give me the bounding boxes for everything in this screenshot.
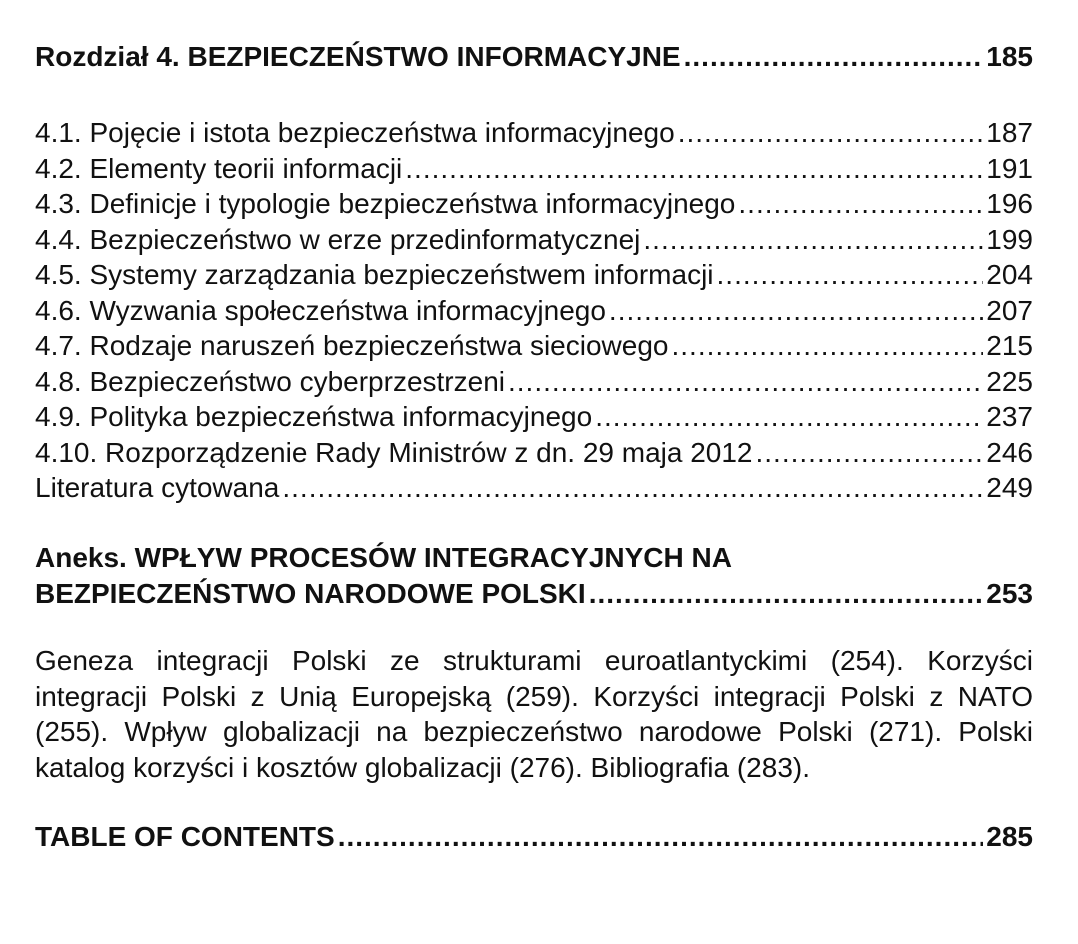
dot-leader — [609, 293, 983, 329]
toc-entry-page: 196 — [986, 188, 1033, 219]
table-of-contents-heading — [35, 819, 1033, 855]
dot-leader — [684, 38, 984, 75]
toc-entry-title: 4.3. Definicje i typologie bezpieczeństwa informacyjnego — [35, 188, 736, 219]
section-list — [35, 115, 1033, 506]
table-of-contents-title: TABLE OF CONTENTS — [35, 821, 335, 852]
toc-entry — [35, 222, 1033, 258]
dot-leader — [756, 435, 984, 471]
toc-entry-title: 4.10. Rozporządzenie Rady Ministrów z dn. 29 maja 2012 — [35, 436, 753, 468]
dot-leader — [595, 399, 983, 435]
dot-leader — [508, 364, 983, 400]
toc-entry-title: 4.9. Polityka bezpieczeństwa informacyjnego — [35, 401, 593, 432]
toc-entry — [35, 151, 1033, 187]
toc-entry-page: 204 — [986, 259, 1033, 290]
toc-entry-page: 249 — [986, 472, 1033, 503]
toc-entry — [35, 293, 1033, 329]
toc-entry-title: 4.2. Elementy teorii informacji — [35, 152, 403, 184]
toc-entry — [35, 470, 1033, 506]
toc-entry — [35, 186, 1033, 222]
annex-heading — [35, 576, 1033, 612]
chapter-page-number: 185 — [986, 41, 1033, 72]
annex-title-line-2: BEZPIECZEŃSTWO NARODOWE POLSKI — [35, 577, 586, 609]
dot-leader — [717, 257, 984, 293]
toc-entry — [35, 364, 1033, 400]
dot-leader — [282, 470, 983, 506]
toc-entry-title: 4.7. Rodzaje naruszeń bezpieczeństwa sieciowego — [35, 330, 669, 361]
dot-leader — [738, 186, 983, 222]
toc-entry — [35, 115, 1033, 151]
toc-entry — [35, 328, 1033, 364]
toc-entry — [35, 257, 1033, 293]
toc-entry-page: 225 — [986, 365, 1033, 397]
annex-page-number: 253 — [986, 577, 1033, 609]
table-of-contents-page: 285 — [986, 821, 1033, 852]
toc-entry-page: 246 — [986, 436, 1033, 468]
dot-leader — [589, 576, 984, 612]
toc-page — [35, 38, 1033, 855]
toc-entry-page: 215 — [986, 330, 1033, 361]
dot-leader — [672, 328, 984, 364]
toc-entry-page: 199 — [986, 223, 1033, 255]
toc-entry — [35, 399, 1033, 435]
toc-entry-page: 207 — [986, 294, 1033, 326]
toc-entry-page: 191 — [986, 152, 1033, 184]
dot-leader — [405, 151, 983, 187]
dot-leader — [678, 115, 984, 151]
annex-section — [35, 540, 1033, 786]
toc-entry-page: 237 — [986, 401, 1033, 432]
chapter-title: Rozdział 4. BEZPIECZEŃSTWO INFORMACYJNE — [35, 41, 681, 72]
toc-entry-page: 187 — [986, 117, 1033, 148]
toc-entry-title: 4.4. Bezpieczeństwo w erze przedinformatycznej — [35, 223, 641, 255]
annex-summary: Geneza integracji Polski ze strukturami euroatlantyckimi (254). Korzyści integracji Polski z Unią Europejską (259). Korzyści integracji Polski z NATO (255). Wpływ globalizacji na bezpieczeństwo narodowe Polski (271). Polski katalog korzyści i kosztów globalizacji (276). Bibliografia (283). — [35, 645, 1033, 783]
toc-entry-title: 4.5. Systemy zarządzania bezpieczeństwem informacji — [35, 259, 714, 290]
toc-entry-title: 4.1. Pojęcie i istota bezpieczeństwa informacyjnego — [35, 117, 675, 148]
toc-entry-title: 4.6. Wyzwania społeczeństwa informacyjnego — [35, 294, 606, 326]
toc-entry-title: Literatura cytowana — [35, 472, 280, 503]
dot-leader — [643, 222, 983, 258]
dot-leader — [338, 819, 984, 855]
annex-title-line-1: Aneks. WPŁYW PROCESÓW INTEGRACYJNYCH NA — [35, 541, 732, 573]
toc-entry-title: 4.8. Bezpieczeństwo cyberprzestrzeni — [35, 365, 505, 397]
chapter-4-heading — [35, 38, 1033, 75]
toc-entry — [35, 435, 1033, 471]
